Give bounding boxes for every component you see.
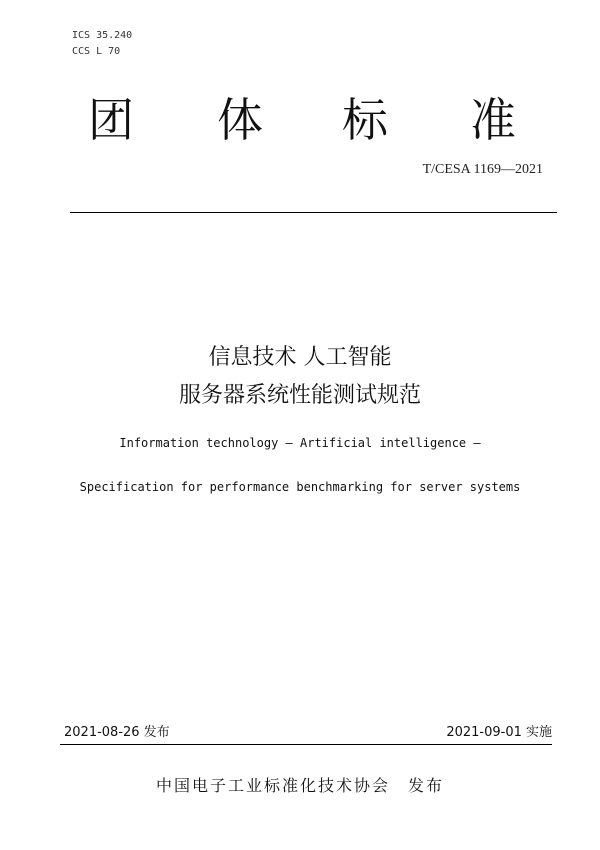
ics-code: ICS 35.240 (72, 30, 133, 41)
standard-type-char-2: 体 (217, 93, 263, 147)
title-en-line-2: Specification for performance benchmarking for server systems (79, 480, 521, 494)
publisher-name: 中国电子工业标准化技术协会 (155, 776, 390, 795)
standard-type-char-4: 准 (470, 93, 516, 147)
implementation-date: 2021-09-01 实施 (446, 725, 552, 740)
standard-type-char-3: 标 (342, 93, 388, 147)
standard-type-char-1: 团 (88, 93, 134, 147)
title-cn-line-2: 服务器系统性能测试规范 (178, 383, 421, 408)
issue-date: 2021-08-26 发布 (64, 725, 170, 740)
publisher-action: 发布 (408, 776, 445, 795)
title-en-line-1: Information technology — Artificial intelligence — (119, 436, 481, 450)
publisher-line (0, 773, 600, 796)
ccs-code: CCS L 70 (72, 46, 121, 57)
bottom-divider (60, 744, 552, 745)
standard-number: T/CESA 1169—2021 (422, 162, 543, 177)
title-cn-line-1: 信息技术 人工智能 (208, 345, 392, 370)
top-divider (70, 212, 557, 213)
